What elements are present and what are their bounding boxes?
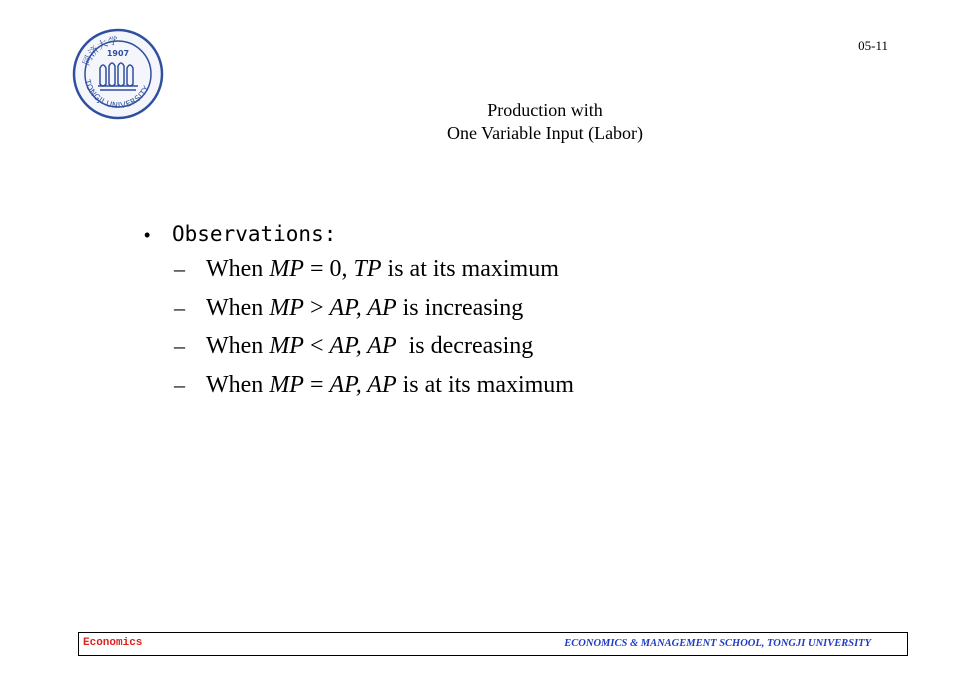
list-item: – When MP > AP, AP is increasing xyxy=(174,294,524,321)
dash-icon: – xyxy=(174,371,185,397)
slide-title-line-1: Production with xyxy=(487,100,603,120)
bullet-text: Observations: xyxy=(172,222,337,246)
bullet-observations xyxy=(144,222,904,256)
logo-year: 1907 xyxy=(106,49,130,58)
slide-title-line-2: One Variable Input (Labor) xyxy=(446,123,644,143)
page-number: 05-11 xyxy=(858,38,888,53)
dash-icon: – xyxy=(174,333,185,358)
observations-list xyxy=(144,256,904,410)
footer-course-label: Economics xyxy=(83,637,143,649)
dash-icon: – xyxy=(174,256,185,281)
logo-chinese-text: 同济大学 xyxy=(81,35,119,68)
footer-school-label: ECONOMICS & MANAGEMENT SCHOOL, TONGJI UNIVERSITY xyxy=(564,638,871,649)
bullet-dot-icon: • xyxy=(144,225,151,245)
slide-title xyxy=(380,99,710,145)
list-item: – When MP < AP, AP is decreasing xyxy=(174,333,534,359)
list-item: – When MP = 0, TP is at its maximum xyxy=(174,256,559,282)
list-item: – When MP = AP, AP is at its maximum xyxy=(174,371,574,398)
tongji-university-seal-icon xyxy=(72,28,164,120)
footer-bar xyxy=(78,632,908,656)
logo-english-text: TONGJI UNIVERSITY xyxy=(82,78,152,111)
university-logo xyxy=(72,28,164,120)
slide-content xyxy=(144,222,904,410)
dash-icon: – xyxy=(174,294,185,320)
